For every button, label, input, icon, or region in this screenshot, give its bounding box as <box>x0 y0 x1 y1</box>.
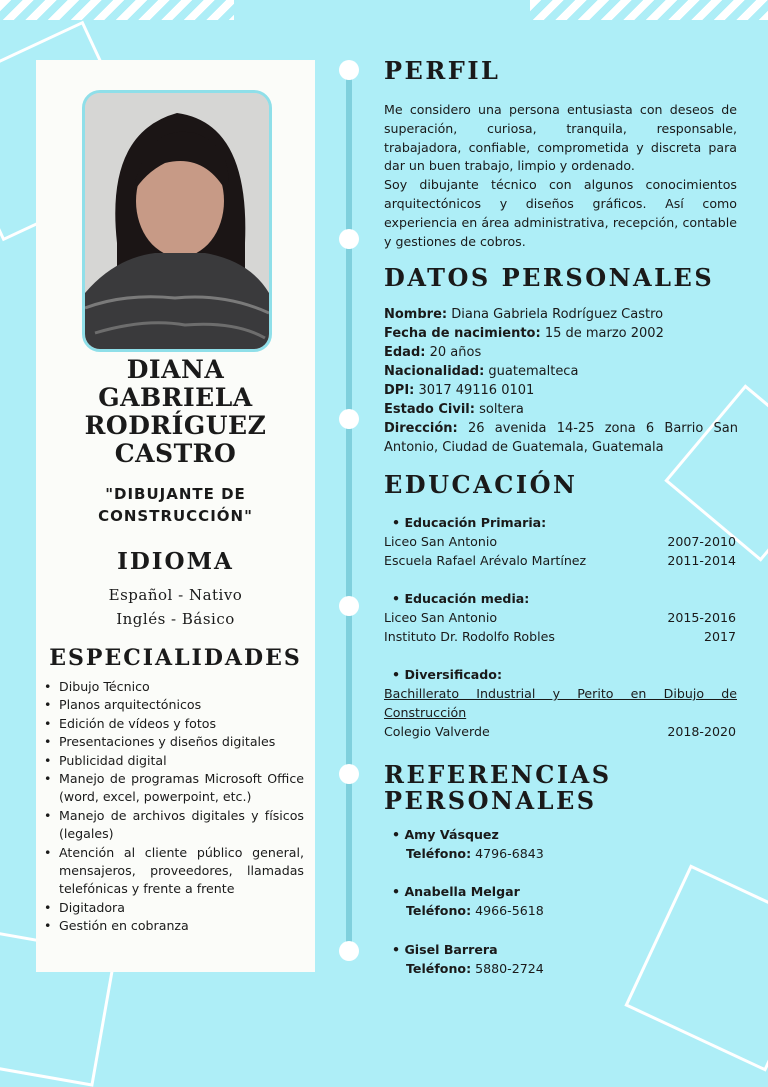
name-line: GABRIELA <box>98 383 253 412</box>
perfil-text <box>384 101 737 251</box>
edu-school: Liceo San Antonio <box>384 610 498 625</box>
datos-label: Fecha de nacimiento: <box>384 326 541 341</box>
edu-media-title: • Educación media: <box>392 590 529 608</box>
language-list <box>36 583 315 631</box>
datos-value: Diana Gabriela Rodríguez Castro <box>451 307 664 322</box>
full-name <box>36 356 315 468</box>
referencias-heading-line: PERSONALES <box>384 786 597 815</box>
edu-row <box>384 722 736 741</box>
reference-phone: 4796-6843 <box>475 846 544 861</box>
datos-value: guatemalteca <box>488 364 579 379</box>
timeline-bar <box>346 70 352 950</box>
reference-phone-label: Teléfono: <box>406 961 472 976</box>
datos-value: 15 de marzo 2002 <box>544 326 664 341</box>
timeline-dot <box>339 229 359 249</box>
reference-phone-row <box>392 901 544 920</box>
deco-square-bottom-right <box>624 864 768 1071</box>
job-title-line: CONSTRUCCIÓN" <box>98 507 253 525</box>
timeline-dot <box>339 596 359 616</box>
language-item: Español - Nativo <box>108 586 243 604</box>
timeline-dot <box>339 409 359 429</box>
reference-phone-row <box>392 844 544 863</box>
reference-phone: 4966-5618 <box>475 903 544 918</box>
edu-years: 2017 <box>703 629 736 644</box>
edu-row <box>384 627 736 646</box>
datos-label: Dirección: <box>384 421 458 436</box>
name-line: DIANA <box>126 355 225 384</box>
job-title-line: "DIBUJANTE DE <box>105 485 246 503</box>
datos-label: Estado Civil: <box>384 402 475 417</box>
edu-school: Colegio Valverde <box>384 724 490 739</box>
edu-years: 2015-2016 <box>667 610 736 625</box>
job-title <box>36 483 315 527</box>
datos-value: 26 avenida 14-25 zona 6 Barrio San Antonio, Ciudad de Guatemala, Guatemala <box>384 421 738 455</box>
datos-label: Nacionalidad: <box>384 364 485 379</box>
datos-value: 20 años <box>429 345 482 360</box>
edu-primaria-title: • Educación Primaria: <box>392 514 546 532</box>
specialty-item: • Gestión en cobranza <box>44 917 304 935</box>
referencias-heading <box>384 762 612 814</box>
edu-years: 2011-2014 <box>667 553 736 568</box>
reference-phone: 5880-2724 <box>475 961 544 976</box>
top-right-stripes <box>530 0 768 20</box>
reference-name: • Amy Vásquez <box>392 825 544 844</box>
reference-phone-label: Teléfono: <box>406 846 472 861</box>
edu-degree: Bachillerato Industrial y Perito en Dibujo de Construcción <box>384 686 737 720</box>
datos-row <box>384 324 738 343</box>
edu-row <box>384 608 736 627</box>
specialty-item: • Digitadora <box>44 899 304 917</box>
perfil-paragraph: Soy dibujante técnico con algunos conocimientos arquitectónicos y diseños gráficos. Así como experiencia en área administrativa, recepción, contable y gestiones de cobros. <box>384 177 737 249</box>
name-line: RODRÍGUEZ <box>84 411 267 440</box>
datos-heading: DATOS PERSONALES <box>384 263 715 292</box>
reference-name: • Gisel Barrera <box>392 940 544 959</box>
datos-list <box>384 305 738 457</box>
perfil-heading: PERFIL <box>384 56 501 85</box>
specialty-item: • Manejo de programas Microsoft Office (word, excel, powerpoint, etc.) <box>44 770 304 807</box>
edu-years: 2018-2020 <box>667 724 736 739</box>
perfil-paragraph: Me considero una persona entusiasta con deseos de superación, curiosa, tranquila, responsable, trabajadora, confiable, comprometida y discreta para dar un buen trabajo, limpio y ordenado. <box>384 102 737 174</box>
language-item: Inglés - Básico <box>116 610 235 628</box>
top-left-stripes <box>0 0 234 20</box>
name-line: CASTRO <box>114 439 237 468</box>
reference-item <box>392 825 544 863</box>
datos-label: Edad: <box>384 345 426 360</box>
datos-row <box>384 381 738 400</box>
reference-item <box>392 940 544 978</box>
datos-value: 3017 49116 0101 <box>418 383 535 398</box>
educacion-heading: EDUCACIÓN <box>384 470 578 499</box>
edu-row <box>384 551 736 570</box>
datos-row <box>384 400 738 419</box>
datos-value: soltera <box>479 402 524 417</box>
edu-school: Instituto Dr. Rodolfo Robles <box>384 629 555 644</box>
reference-phone-row <box>392 959 544 978</box>
specialty-item: • Dibujo Técnico <box>44 678 304 696</box>
specialty-item: • Atención al cliente público general, mensajeros, proveedores, llamadas telefónicas y frente a frente <box>44 844 304 899</box>
referencias-heading-line: REFERENCIAS <box>384 760 612 789</box>
edu-row <box>384 532 736 551</box>
profile-photo <box>82 90 272 352</box>
especialidades-heading: ESPECIALIDADES <box>49 645 302 671</box>
edu-years: 2007-2010 <box>667 534 736 549</box>
timeline-dot <box>339 764 359 784</box>
specialty-item: • Edición de vídeos y fotos <box>44 715 304 733</box>
timeline-dot <box>339 941 359 961</box>
edu-school: Escuela Rafael Arévalo Martínez <box>384 553 587 568</box>
edu-diversificado-title: • Diversificado: <box>392 666 502 684</box>
specialty-item: • Publicidad digital <box>44 752 304 770</box>
reference-phone-label: Teléfono: <box>406 903 472 918</box>
datos-label: DPI: <box>384 383 415 398</box>
edu-school: Liceo San Antonio <box>384 534 498 549</box>
specialty-item: • Planos arquitectónicos <box>44 696 304 714</box>
specialty-item: • Manejo de archivos digitales y físicos (legales) <box>44 807 304 844</box>
timeline-dot <box>339 60 359 80</box>
datos-row <box>384 305 738 324</box>
specialty-item: • Presentaciones y diseños digitales <box>44 733 304 751</box>
datos-row <box>384 362 738 381</box>
datos-row <box>384 419 738 457</box>
datos-label: Nombre: <box>384 307 448 322</box>
profile-photo-illustration <box>85 93 269 349</box>
idioma-heading: IDIOMA <box>117 548 234 575</box>
datos-row <box>384 343 738 362</box>
reference-name: • Anabella Melgar <box>392 882 544 901</box>
reference-item <box>392 882 544 920</box>
especialidades-list <box>44 678 304 936</box>
